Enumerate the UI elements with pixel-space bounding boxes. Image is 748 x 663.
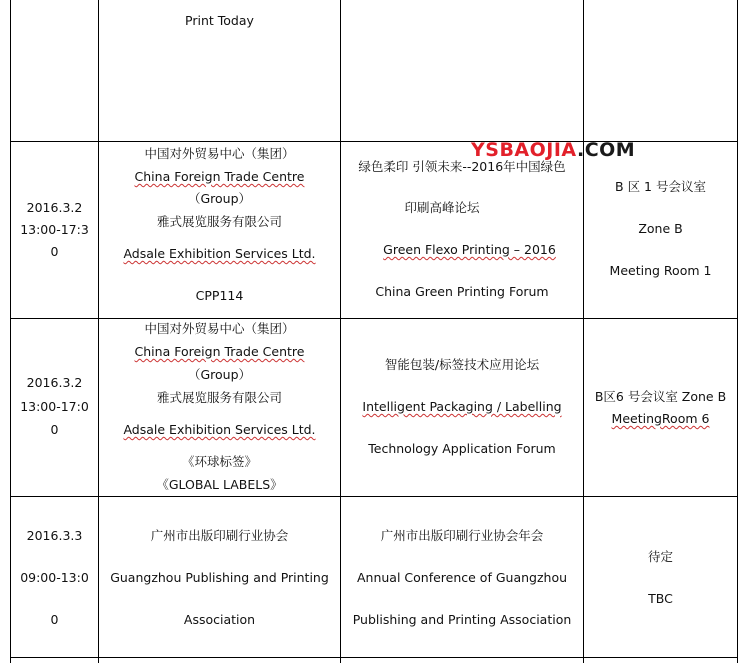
topic-line: Annual Conference of Guangzhou <box>356 570 568 585</box>
time-line-end: 0 <box>50 422 59 437</box>
organizer-line: China Foreign Trade Centre <box>134 344 305 359</box>
date-cell <box>11 497 98 657</box>
organizer-line: Print Today <box>185 13 254 28</box>
organizer-line: China Foreign Trade Centre <box>134 169 305 184</box>
venue-line: MeetingRoom 6 <box>611 411 710 426</box>
organizer-line: Association <box>183 612 256 627</box>
organizer-line: Guangzhou Publishing and Printing <box>110 570 329 585</box>
organizer-cell <box>99 319 340 496</box>
organizer-line: Adsale Exhibition Services Ltd. <box>123 246 316 261</box>
time-line: 09:00-13:0 <box>20 570 89 585</box>
row-divider-4 <box>10 657 738 658</box>
topic-line: 印刷高峰论坛 <box>404 200 480 215</box>
venue-line: Meeting Room 1 <box>609 263 712 278</box>
time-line: 13:00-17:3 <box>20 222 89 237</box>
organizer-line: （Group） <box>187 191 252 206</box>
watermark-brand: YSBAOJIA <box>471 139 577 161</box>
organizer-line: 《GLOBAL LABELS》 <box>156 477 283 492</box>
date-line: 2016.3.3 <box>26 528 83 543</box>
venue-line: Zone B <box>638 221 683 236</box>
organizer-line: 广州市出版印刷行业协会 <box>150 528 289 543</box>
time-line: 13:00-17:0 <box>20 399 89 414</box>
time-line-end: 0 <box>50 612 59 627</box>
organizer-line: 中国对外贸易中心（集团） <box>144 321 295 336</box>
organizer-cell <box>99 0 340 141</box>
table-border-right <box>737 0 738 663</box>
topic-line: 广州市出版印刷行业协会年会 <box>380 528 544 543</box>
organizer-line: （Group） <box>187 367 252 382</box>
topic-line: Technology Application Forum <box>368 441 556 456</box>
topic-line: 绿色柔印 引领未来--2016年中国绿色 <box>358 159 566 174</box>
topic-cell <box>341 319 583 496</box>
venue-line: B区6 号会议室 Zone B <box>594 389 727 404</box>
organizer-line: 雅式展览服务有限公司 <box>156 214 282 229</box>
organizer-cell <box>99 497 340 657</box>
topic-line: 智能包装/标签技术应用论坛 <box>384 357 540 372</box>
venue-cell <box>584 319 737 496</box>
date-cell <box>11 319 98 496</box>
watermark-logo <box>471 139 635 161</box>
time-line-end: 0 <box>50 244 59 259</box>
date-line: 2016.3.2 <box>26 375 83 390</box>
topic-line: Intelligent Packaging / Labelling <box>362 399 562 414</box>
organizer-line: 《环球标签》 <box>181 454 257 469</box>
topic-line: China Green Printing Forum <box>375 284 549 299</box>
organizer-line: 雅式展览服务有限公司 <box>156 390 282 405</box>
organizer-cell <box>99 142 340 318</box>
organizer-line: Adsale Exhibition Services Ltd. <box>123 422 316 437</box>
venue-cell <box>584 497 737 657</box>
venue-line: TBC <box>648 591 673 606</box>
topic-line: Publishing and Printing Association <box>352 612 572 627</box>
topic-line: Green Flexo Printing – 2016 <box>383 242 556 257</box>
organizer-line: CPP114 <box>195 288 244 303</box>
organizer-line: 中国对外贸易中心（集团） <box>144 146 295 161</box>
venue-line: 待定 <box>647 549 673 564</box>
venue-cell <box>584 142 737 318</box>
watermark-suffix: .COM <box>576 139 636 161</box>
venue-line: B 区 1 号会议室 <box>615 179 706 194</box>
topic-cell <box>341 497 583 657</box>
topic-cell <box>341 142 583 318</box>
date-cell <box>11 142 98 318</box>
date-line: 2016.3.2 <box>26 200 83 215</box>
